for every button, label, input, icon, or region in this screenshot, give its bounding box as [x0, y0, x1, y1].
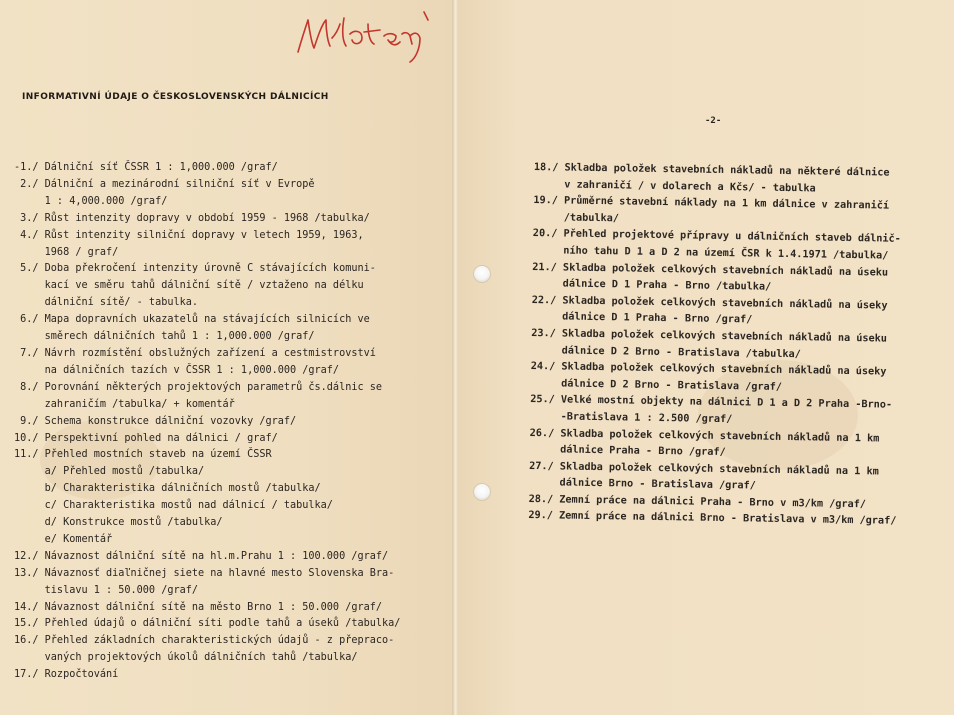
list-item: 9./ Schema konstrukce dálniční vozovky /graf/: [14, 415, 297, 427]
list-item: 14./ Návaznost dálniční sítě na město Brno 1 : 50.000 /graf/: [14, 601, 383, 613]
list-item: 13./ Návaznosť diaľničnej siete na hlavné mesto Slovenska Bra-: [14, 567, 395, 579]
list-item: vaných projektových úkolů dálničních tahů /tabulka/: [14, 652, 358, 664]
list-item: 27./ Skladba položek celkových stavebních nákladů na 1 km: [529, 460, 879, 478]
list-item: 25./ Velké mostní objekty na dálnici D 1 a D 2 Praha -Brno-: [530, 394, 893, 411]
list-item: tislavu 1 : 50.000 /graf/: [14, 584, 199, 596]
list-item: 12./ Návaznost dálniční sítě na hl.m.Prahu 1 : 100.000 /graf/: [14, 550, 389, 562]
list-item: 5./ Doba překročení intenzity úrovně C stávajících komuni-: [14, 263, 376, 275]
list-item: 8./ Porovnání některých projektových parametrů čs.dálnic se: [14, 381, 383, 393]
list-item: 22./ Skladba položek celkových stavebních nákladů na úseky: [531, 294, 888, 312]
list-item: c/ Charakteristika mostů nad dálnicí / tabulka/: [14, 500, 333, 512]
list-item: na dálničních tazích v ČSSR 1 : 1,000.000 /graf/: [14, 364, 340, 376]
list-item: b/ Charakteristika dálničních mostů /tabulka/: [14, 483, 321, 495]
punch-hole: [474, 266, 490, 282]
list-item: dálnice D 1 Praha - Brno /tabulka/: [531, 278, 772, 293]
list-item: /tabulka/: [533, 211, 620, 225]
list-item: dálniční sítě/ - tabulka.: [14, 297, 199, 309]
punch-hole: [474, 484, 490, 500]
list-item: dálnice Brno - Bratislava /graf/: [528, 477, 756, 492]
list-item: 18./ Skladba položek stavebních nákladů na některé dálnice: [533, 161, 890, 179]
list-item: 2./ Dálniční a mezinárodní silniční síť v Evropě: [14, 178, 315, 190]
list-item: ního tahu D 1 a D 2 na území ČSR k 1.4.1971 /tabulka/: [532, 244, 889, 262]
list-item: 23./ Skladba položek celkových stavebních nákladů na úseku: [531, 327, 888, 345]
list-item: dálnice D 2 Brno - Bratislava /tabulka/: [530, 344, 801, 360]
list-item: dálnice D 2 Brno - Bratislava /graf/: [530, 377, 783, 393]
list-item: 19./ Průměrné stavební náklady na 1 km dálnice v zahraničí: [533, 195, 890, 212]
list-item: dálnice Praha - Brno /graf/: [529, 444, 726, 459]
list-item: d/ Konstrukce mostů /tabulka/: [14, 517, 223, 529]
list-item: 7./ Návrh rozmístění obslužných zařízení a cestmistrovství: [14, 347, 376, 359]
left-page: [0, 0, 454, 715]
list-item: 1 : 4,000.000 /graf/: [14, 195, 168, 207]
list-item: 16./ Přehled základních charakteristických údajů - z přepraco-: [14, 635, 395, 647]
list-item: 3./ Růst intenzity dopravy v období 1959 - 1968 /tabulka/: [14, 212, 370, 224]
handwritten-signature: [292, 8, 442, 68]
contents-list-right: [528, 160, 954, 532]
list-item: 26./ Skladba položek celkových stavebních nákladů na 1 km: [529, 427, 880, 444]
page-number: -2-: [705, 116, 722, 126]
list-item: 17./ Rozpočtování: [14, 669, 119, 681]
list-item: 6./ Mapa dopravních ukazatelů na stávajících silnicích ve: [14, 314, 370, 326]
list-item: a/ Přehled mostů /tabulka/: [14, 466, 205, 478]
list-item: kací ve směru tahů dálniční sítě / vztaženo na délku: [14, 280, 364, 292]
list-item: -Bratislava 1 : 2.500 /graf/: [529, 410, 733, 426]
list-item: zahraničím /tabulka/ + komentář: [14, 398, 235, 410]
list-item: 21./ Skladba položek celkových stavebních nákladů na úseku: [532, 261, 889, 279]
list-item: 29./ Zemní práce na dálnici Brno - Bratislava v m3/km /graf/: [528, 510, 897, 528]
list-item: 11./ Přehled mostních staveb na území ČSSR: [14, 449, 272, 461]
list-item: -1./ Dálniční síť ČSSR 1 : 1,000.000 /graf/: [14, 162, 278, 173]
list-item: dálnice D 1 Praha - Brno /graf/: [531, 311, 753, 326]
list-item: 20./ Přehled projektové přípravy u dálničních staveb dálnič-: [532, 228, 901, 246]
right-page: [458, 0, 954, 715]
list-item: e/ Komentář: [14, 533, 113, 545]
list-item: 24./ Skladba položek celkových stavebních nákladů na úseky: [530, 361, 887, 378]
list-item: směrech dálničních tahů 1 : 1,000.000 /graf/: [14, 331, 315, 343]
contents-list-left: [14, 160, 450, 684]
list-item: 4./ Růst intenzity silniční dopravy v letech 1959, 1963,: [14, 229, 364, 241]
list-item: v zahraničí / v dolarech a Kčs/ - tabulka: [533, 178, 816, 195]
document-heading: INFORMATIVNÍ ÚDAJE O ČESKOSLOVENSKÝCH DÁLNICÍCH: [22, 92, 329, 102]
list-item: 1968 / graf/: [14, 246, 119, 258]
list-item: 10./ Perspektivní pohled na dálnici / graf/: [14, 432, 278, 444]
list-item: 28./ Zemní práce na dálnici Praha - Brno v m3/km /graf/: [528, 493, 867, 511]
list-item: 15./ Přehled údajů o dálniční síti podle tahů a úseků /tabulka/: [14, 618, 401, 630]
